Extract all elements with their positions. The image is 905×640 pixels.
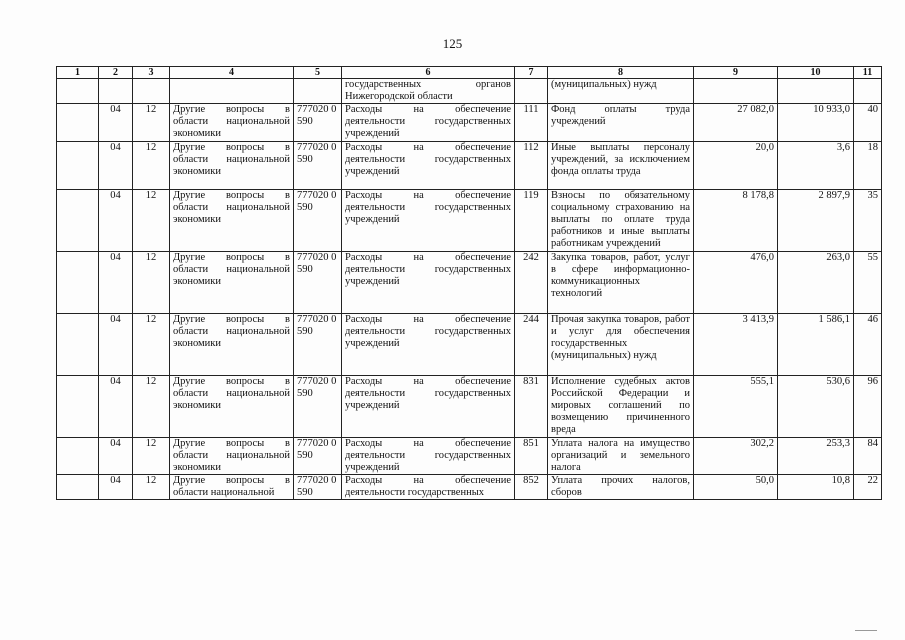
cell-execution-percent: 96 bbox=[854, 376, 882, 438]
cell-target-article-name: Расходы на обеспечение деятельности государственных учреждений bbox=[342, 190, 515, 252]
cell-planned-amount: 3 413,9 bbox=[694, 314, 778, 376]
cell-target-article: 777020 0590 bbox=[294, 190, 342, 252]
cell-expense-type: 119 bbox=[515, 190, 548, 252]
table-row bbox=[57, 252, 882, 314]
cell-expense-type: 242 bbox=[515, 252, 548, 314]
cell-target-article-name: Расходы на обеспечение деятельности государственных bbox=[342, 475, 515, 500]
cell-planned-amount: 20,0 bbox=[694, 142, 778, 190]
cell-target-article: 777020 0590 bbox=[294, 252, 342, 314]
cell-section: 04 bbox=[99, 475, 133, 500]
cell-expense-type-name: Фонд оплаты труда учреждений bbox=[548, 104, 694, 142]
table-row bbox=[57, 438, 882, 475]
column-header: 9 bbox=[694, 67, 778, 79]
cell-execution-percent: 22 bbox=[854, 475, 882, 500]
cell-target-article: 777020 0590 bbox=[294, 314, 342, 376]
cell-target-article-name: Расходы на обеспечение деятельности государственных учреждений bbox=[342, 142, 515, 190]
cell-subsection-name: Другие вопросы в области национальной bbox=[170, 475, 294, 500]
cell-planned-amount: 50,0 bbox=[694, 475, 778, 500]
cell-subsection-name: Другие вопросы в области национальной экономики bbox=[170, 252, 294, 314]
cell-executed-amount: 1 586,1 bbox=[778, 314, 854, 376]
cell-subsection bbox=[133, 79, 170, 104]
cell-subsection: 12 bbox=[133, 104, 170, 142]
cell-target-article bbox=[294, 79, 342, 104]
cell-section: 04 bbox=[99, 190, 133, 252]
cell-target-article: 777020 0590 bbox=[294, 475, 342, 500]
cell-col1 bbox=[57, 142, 99, 190]
cell-section: 04 bbox=[99, 252, 133, 314]
table-row bbox=[57, 104, 882, 142]
cell-executed-amount: 263,0 bbox=[778, 252, 854, 314]
cell-expense-type-name: Взносы по обязательному социальному страхованию на выплаты по оплате труда работников и иные выплаты работникам учреждений bbox=[548, 190, 694, 252]
cell-subsection: 12 bbox=[133, 475, 170, 500]
cell-section: 04 bbox=[99, 314, 133, 376]
budget-table bbox=[56, 66, 882, 500]
cell-executed-amount: 2 897,9 bbox=[778, 190, 854, 252]
cell-expense-type-name: Прочая закупка товаров, работ и услуг для обеспечения государственных (муниципальных) нужд bbox=[548, 314, 694, 376]
cell-section: 04 bbox=[99, 438, 133, 475]
column-header: 1 bbox=[57, 67, 99, 79]
cell-subsection-name: Другие вопросы в области национальной экономики bbox=[170, 190, 294, 252]
cell-target-article: 777020 0590 bbox=[294, 376, 342, 438]
cell-subsection: 12 bbox=[133, 142, 170, 190]
table-body bbox=[57, 79, 882, 500]
column-header: 2 bbox=[99, 67, 133, 79]
cell-col1 bbox=[57, 475, 99, 500]
cell-subsection-name: Другие вопросы в области национальной экономики bbox=[170, 376, 294, 438]
cell-expense-type-name: Закупка товаров, работ, услуг в сфере информационно-коммуникационных технологий bbox=[548, 252, 694, 314]
cell-execution-percent: 35 bbox=[854, 190, 882, 252]
cell-executed-amount: 530,6 bbox=[778, 376, 854, 438]
cell-target-article-name: Расходы на обеспечение деятельности государственных учреждений bbox=[342, 438, 515, 475]
cell-planned-amount: 555,1 bbox=[694, 376, 778, 438]
cell-subsection: 12 bbox=[133, 190, 170, 252]
cell-expense-type-name: Исполнение судебных актов Российской Федерации и мировых соглашений по возмещению причиненного вреда bbox=[548, 376, 694, 438]
cell-col1 bbox=[57, 190, 99, 252]
cell-expense-type: 244 bbox=[515, 314, 548, 376]
cell-expense-type-name: (муниципальных) нужд bbox=[548, 79, 694, 104]
column-header: 4 bbox=[170, 67, 294, 79]
cell-executed-amount: 10 933,0 bbox=[778, 104, 854, 142]
cell-subsection-name: Другие вопросы в области национальной экономики bbox=[170, 438, 294, 475]
cell-execution-percent: 55 bbox=[854, 252, 882, 314]
cell-execution-percent bbox=[854, 79, 882, 104]
cell-execution-percent: 84 bbox=[854, 438, 882, 475]
cell-section: 04 bbox=[99, 104, 133, 142]
header-row bbox=[57, 67, 882, 79]
cell-target-article-name: Расходы на обеспечение деятельности государственных учреждений bbox=[342, 252, 515, 314]
cell-subsection-name: Другие вопросы в области национальной экономики bbox=[170, 104, 294, 142]
cell-planned-amount: 8 178,8 bbox=[694, 190, 778, 252]
cell-col1 bbox=[57, 376, 99, 438]
page-edge-mark bbox=[855, 630, 877, 631]
cell-target-article-name: Расходы на обеспечение деятельности государственных учреждений bbox=[342, 104, 515, 142]
table-row bbox=[57, 376, 882, 438]
table-row bbox=[57, 142, 882, 190]
column-header: 11 bbox=[854, 67, 882, 79]
cell-executed-amount: 3,6 bbox=[778, 142, 854, 190]
cell-col1 bbox=[57, 104, 99, 142]
cell-target-article: 777020 0590 bbox=[294, 142, 342, 190]
cell-col1 bbox=[57, 79, 99, 104]
cell-expense-type-name: Иные выплаты персоналу учреждений, за исключением фонда оплаты труда bbox=[548, 142, 694, 190]
column-header: 10 bbox=[778, 67, 854, 79]
cell-expense-type: 851 bbox=[515, 438, 548, 475]
cell-execution-percent: 40 bbox=[854, 104, 882, 142]
cell-target-article: 777020 0590 bbox=[294, 438, 342, 475]
cell-target-article-name: Расходы на обеспечение деятельности государственных учреждений bbox=[342, 314, 515, 376]
cell-subsection: 12 bbox=[133, 438, 170, 475]
cell-execution-percent: 46 bbox=[854, 314, 882, 376]
cell-expense-type bbox=[515, 79, 548, 104]
column-header: 5 bbox=[294, 67, 342, 79]
cell-section: 04 bbox=[99, 376, 133, 438]
cell-expense-type: 831 bbox=[515, 376, 548, 438]
cell-executed-amount: 253,3 bbox=[778, 438, 854, 475]
table-row bbox=[57, 79, 882, 104]
cell-executed-amount: 10,8 bbox=[778, 475, 854, 500]
table-row bbox=[57, 314, 882, 376]
cell-planned-amount: 476,0 bbox=[694, 252, 778, 314]
cell-col1 bbox=[57, 438, 99, 475]
cell-subsection-name bbox=[170, 79, 294, 104]
cell-section: 04 bbox=[99, 142, 133, 190]
cell-expense-type: 852 bbox=[515, 475, 548, 500]
page-number: 125 bbox=[442, 36, 463, 51]
cell-planned-amount bbox=[694, 79, 778, 104]
column-header: 6 bbox=[342, 67, 515, 79]
cell-planned-amount: 302,2 bbox=[694, 438, 778, 475]
cell-section bbox=[99, 79, 133, 104]
cell-subsection: 12 bbox=[133, 376, 170, 438]
cell-subsection-name: Другие вопросы в области национальной экономики bbox=[170, 142, 294, 190]
cell-expense-type: 112 bbox=[515, 142, 548, 190]
cell-target-article-name: государственных органов Нижегородской области bbox=[342, 79, 515, 104]
cell-subsection: 12 bbox=[133, 252, 170, 314]
column-header: 7 bbox=[515, 67, 548, 79]
cell-planned-amount: 27 082,0 bbox=[694, 104, 778, 142]
cell-col1 bbox=[57, 252, 99, 314]
cell-expense-type-name: Уплата налога на имущество организаций и земельного налога bbox=[548, 438, 694, 475]
table-row bbox=[57, 190, 882, 252]
cell-execution-percent: 18 bbox=[854, 142, 882, 190]
column-header: 8 bbox=[548, 67, 694, 79]
cell-target-article-name: Расходы на обеспечение деятельности государственных учреждений bbox=[342, 376, 515, 438]
table-row bbox=[57, 475, 882, 500]
cell-col1 bbox=[57, 314, 99, 376]
column-header: 3 bbox=[133, 67, 170, 79]
cell-subsection-name: Другие вопросы в области национальной экономики bbox=[170, 314, 294, 376]
cell-expense-type: 111 bbox=[515, 104, 548, 142]
cell-expense-type-name: Уплата прочих налогов, сборов bbox=[548, 475, 694, 500]
cell-target-article: 777020 0590 bbox=[294, 104, 342, 142]
cell-subsection: 12 bbox=[133, 314, 170, 376]
cell-executed-amount bbox=[778, 79, 854, 104]
